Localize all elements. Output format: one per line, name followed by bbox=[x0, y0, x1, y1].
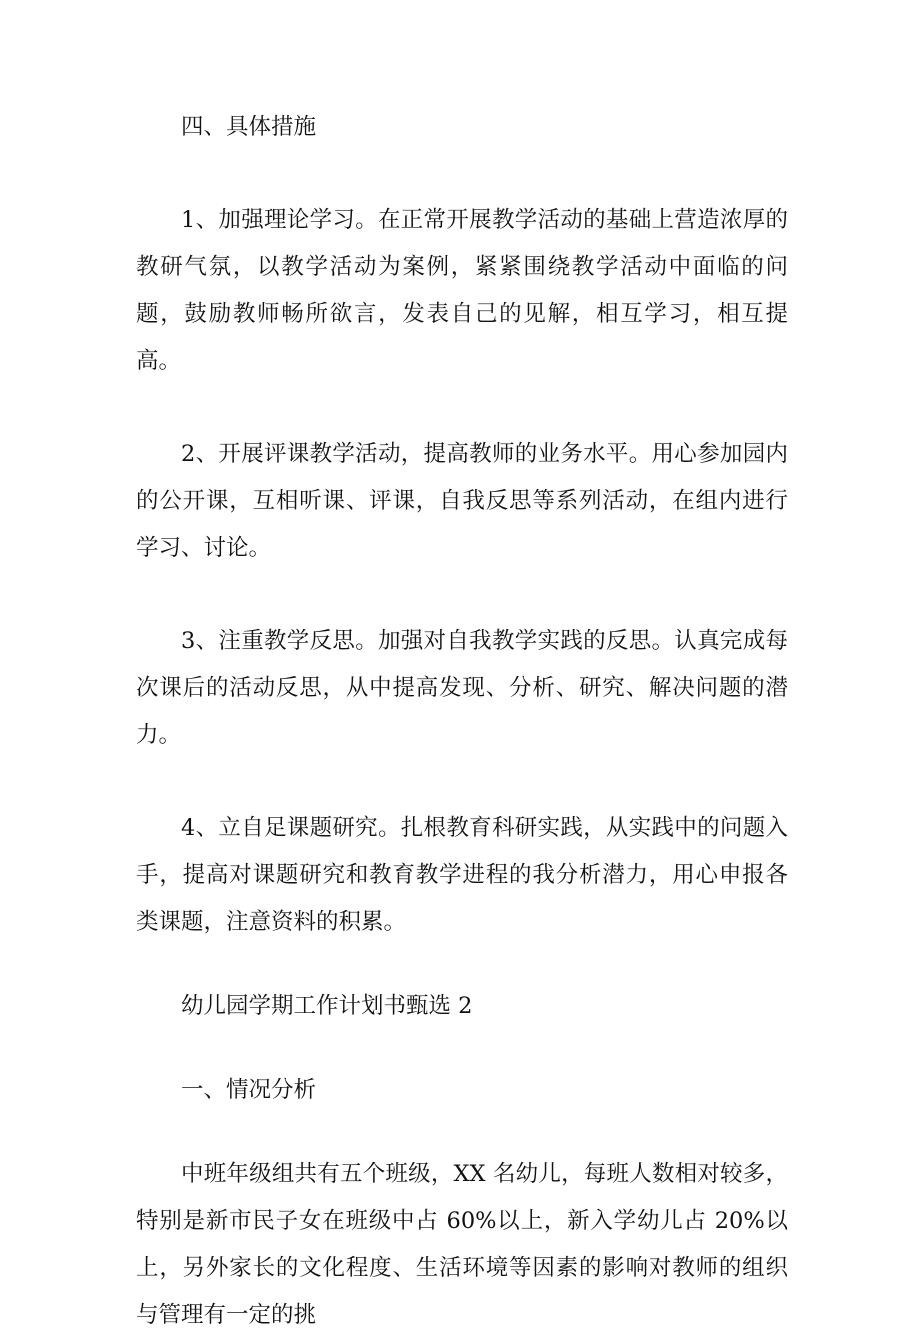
paragraph: 3、注重教学反思。加强对自我教学实践的反思。认真完成每次课后的活动反思，从中提高发现、分析、研究、解决问题的潜力。 bbox=[136, 628, 788, 748]
paragraph: 中班年级组共有五个班级，XX 名幼儿，每班人数相对较多，特别是新市民子女在班级中占 60%以上，新入学幼儿占 20%以上，另外家长的文化程度、生活环境等因素的影响对教师的组织与管理有一定的挑 bbox=[136, 1161, 788, 1328]
section-heading: 四、具体措施 bbox=[181, 114, 317, 140]
paragraph: 4、立自足课题研究。扎根教育科研实践，从实践中的问题入手，提高对课题研究和教育教学进程的我分析潜力，用心申报各类课题，注意资料的积累。 bbox=[136, 815, 788, 935]
document-body bbox=[136, 104, 788, 1339]
document-title: 幼儿园学期工作计划书甄选 2 bbox=[181, 993, 473, 1019]
section-heading: 一、情况分析 bbox=[181, 1077, 317, 1103]
paragraph: 1、加强理论学习。在正常开展教学活动的基础上营造浓厚的教研气氛，以教学活动为案例，紧紧围绕教学活动中面临的问题，鼓励教师畅所欲言，发表自己的见解，相互学习，相互提高。 bbox=[136, 207, 788, 374]
paragraph: 2、开展评课教学活动，提高教师的业务水平。用心参加园内的公开课，互相听课、评课，自我反思等系列活动，在组内进行学习、讨论。 bbox=[136, 441, 788, 561]
